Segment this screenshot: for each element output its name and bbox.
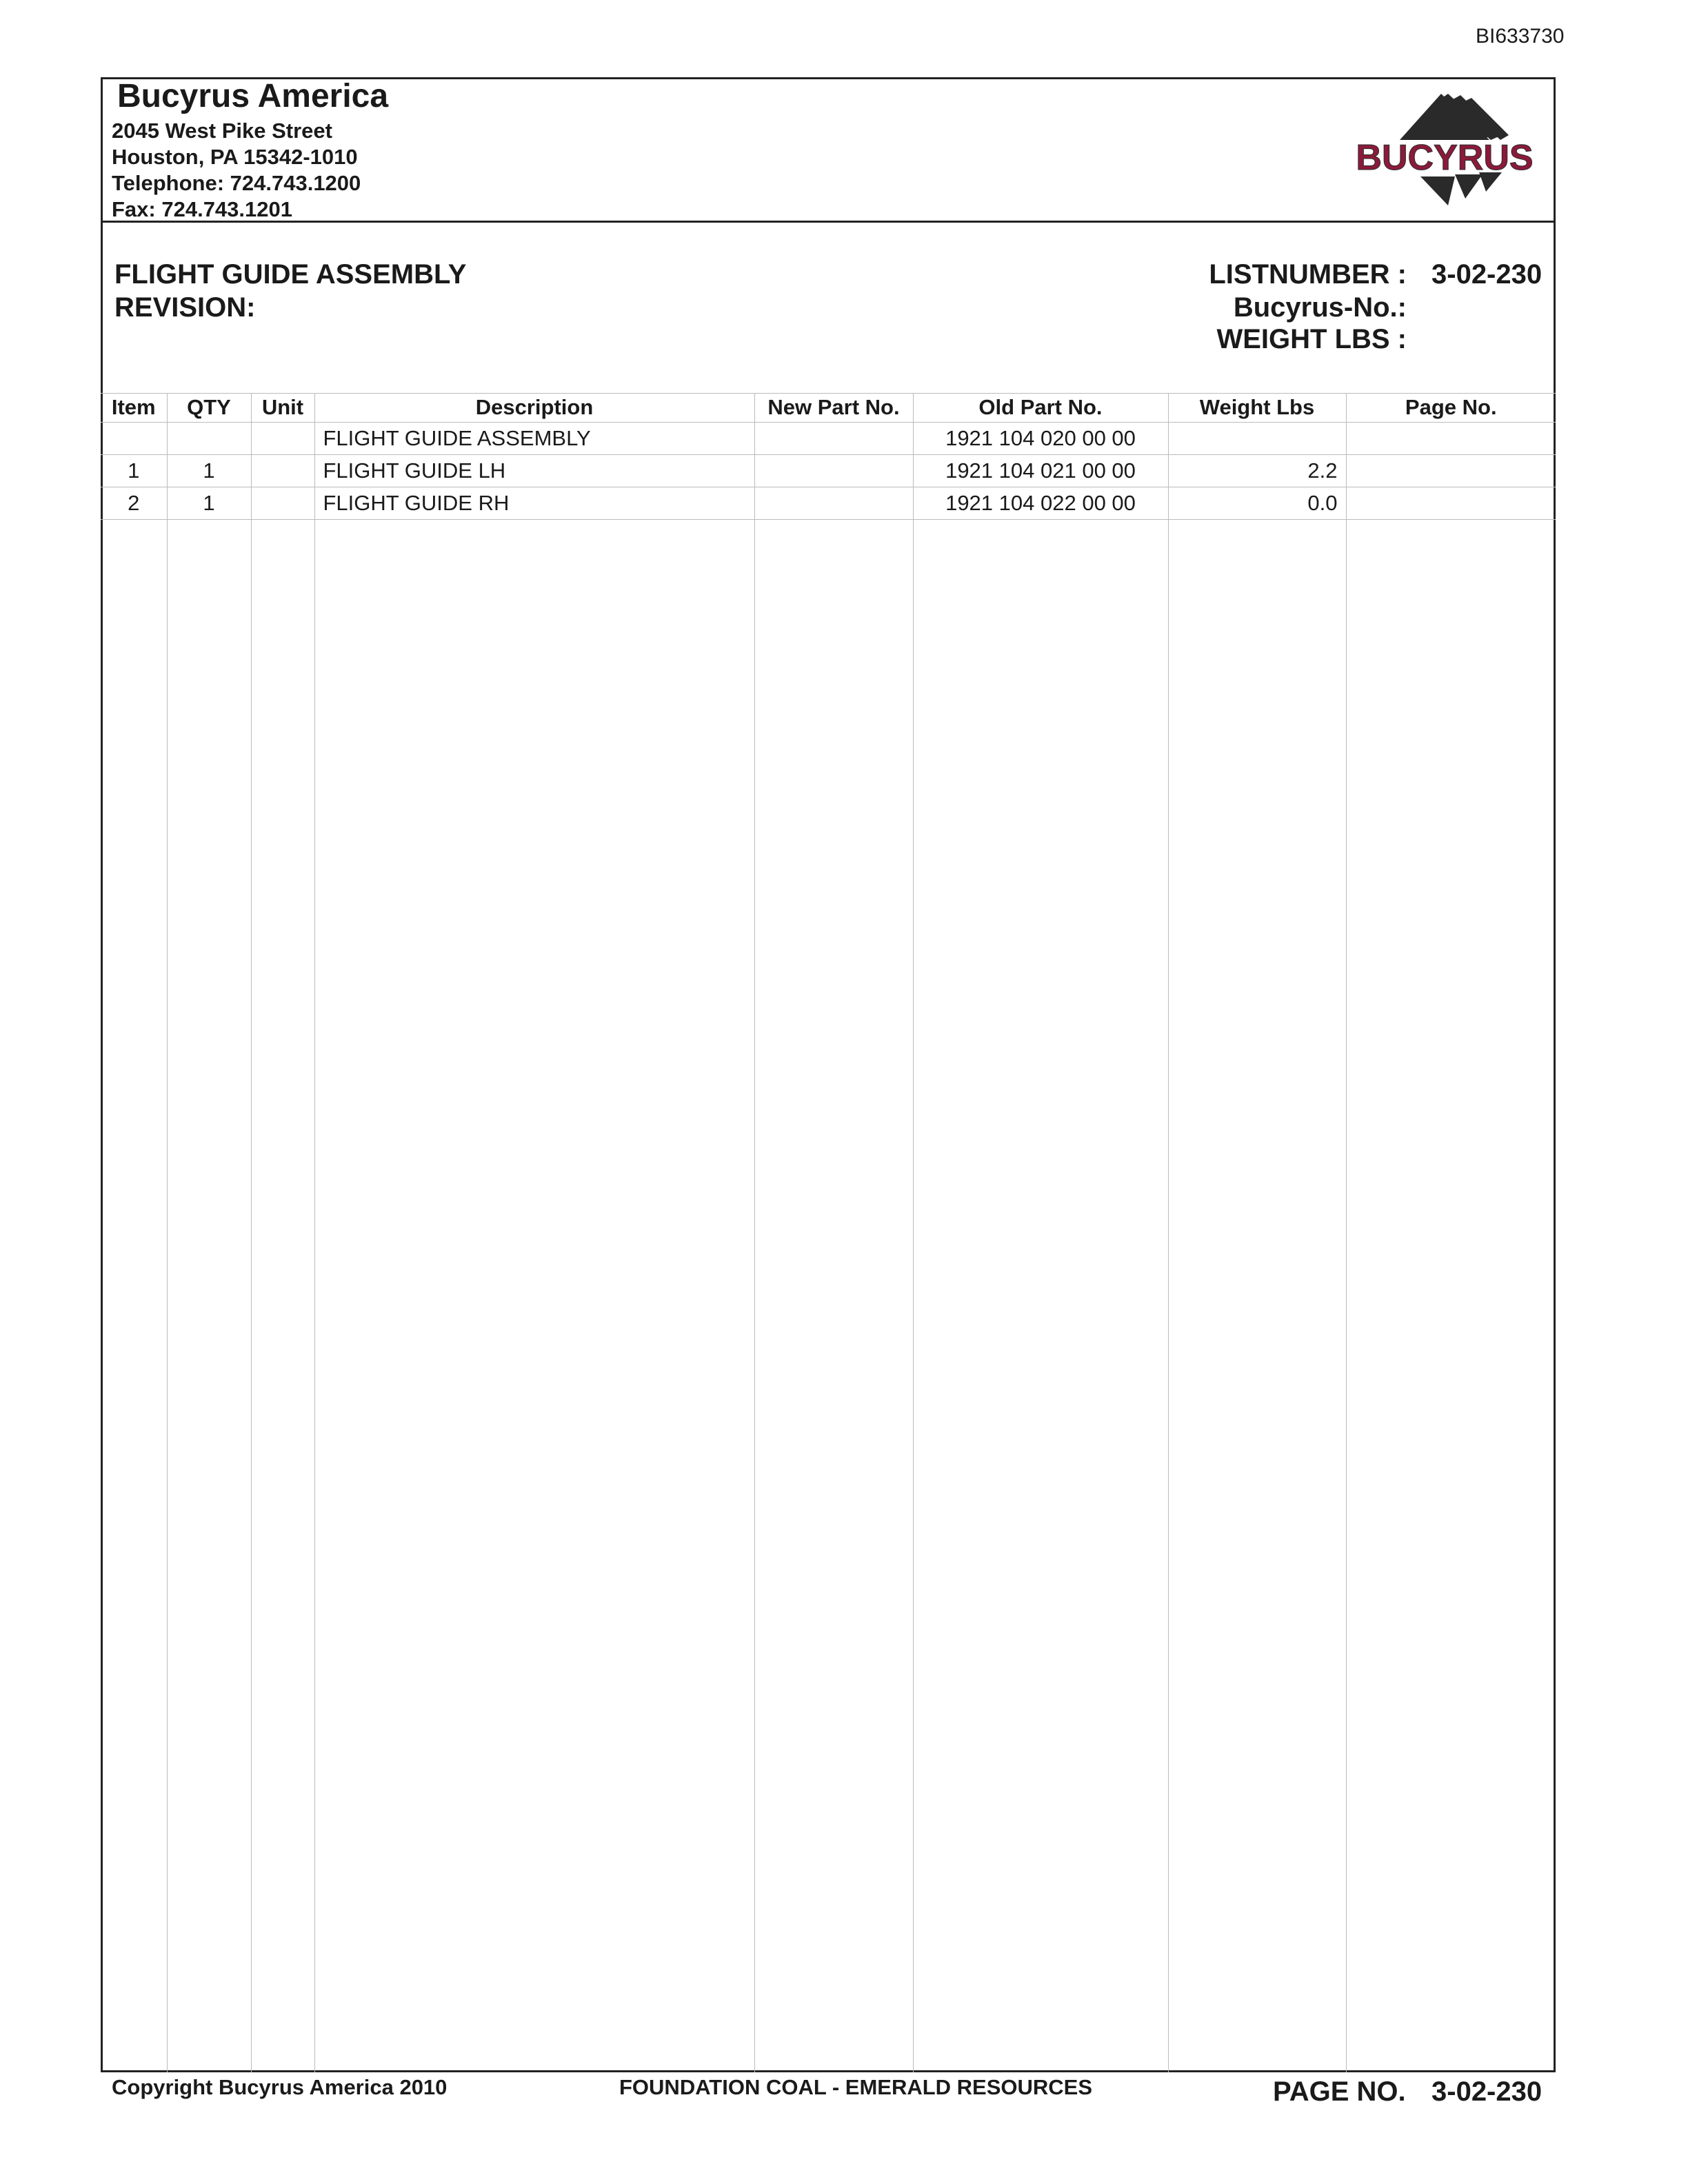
- cell-qty: 1: [167, 487, 251, 520]
- cell-page-no: [1346, 423, 1556, 455]
- copyright-text: Copyright Bucyrus America 2010: [112, 2075, 448, 2099]
- cell-weight: 0.0: [1168, 487, 1346, 520]
- company-name: Bucyrus America: [117, 78, 389, 114]
- listnumber-value: 3-02-230: [1431, 259, 1543, 290]
- customer-name: FOUNDATION COAL - EMERALD RESOURCES: [619, 2075, 1093, 2099]
- cell-unit: [251, 423, 314, 455]
- col-header-qty: QTY: [167, 393, 251, 423]
- column-rule: [1168, 393, 1169, 2072]
- document-id: BI633730: [1476, 25, 1565, 48]
- company-address-line1: 2045 West Pike Street: [112, 119, 332, 143]
- company-fax: Fax: 724.743.1201: [112, 197, 292, 221]
- column-rule: [1346, 393, 1347, 2072]
- weight-label: WEIGHT LBS :: [1216, 324, 1407, 354]
- cell-old-part-no: 1921 104 022 00 00: [913, 487, 1168, 520]
- cell-unit: [251, 487, 314, 520]
- col-header-unit: Unit: [251, 393, 314, 423]
- column-rule: [754, 393, 755, 2072]
- cell-weight: 2.2: [1168, 455, 1346, 487]
- cell-new-part-no: [754, 423, 913, 455]
- page-frame: [101, 77, 1556, 2072]
- logo-text: BUCYRUS: [1356, 138, 1534, 178]
- cell-old-part-no: 1921 104 020 00 00: [913, 423, 1168, 455]
- cell-description: FLIGHT GUIDE RH: [314, 487, 754, 520]
- cell-page-no: [1346, 455, 1556, 487]
- cell-old-part-no: 1921 104 021 00 00: [913, 455, 1168, 487]
- col-header-weight: Weight Lbs: [1168, 393, 1346, 423]
- bucyrus-logo: [1345, 88, 1545, 212]
- cell-item: [101, 423, 167, 455]
- cell-page-no: [1346, 487, 1556, 520]
- parts-table: [101, 393, 1556, 520]
- table-row: [101, 487, 1556, 520]
- col-header-item: Item: [101, 393, 167, 423]
- column-rule: [913, 393, 914, 2072]
- cell-qty: [167, 423, 251, 455]
- cell-qty: 1: [167, 455, 251, 487]
- col-header-new-part-no: New Part No.: [754, 393, 913, 423]
- cell-weight: [1168, 423, 1346, 455]
- cell-new-part-no: [754, 455, 913, 487]
- column-rule: [167, 393, 168, 2072]
- listnumber-label: LISTNUMBER :: [1209, 259, 1407, 290]
- table-header-row: [101, 393, 1556, 423]
- company-telephone: Telephone: 724.743.1200: [112, 171, 361, 195]
- cell-description: FLIGHT GUIDE LH: [314, 455, 754, 487]
- assembly-title: FLIGHT GUIDE ASSEMBLY: [114, 259, 467, 290]
- column-rule: [251, 393, 252, 2072]
- col-header-description: Description: [314, 393, 754, 423]
- cell-description: FLIGHT GUIDE ASSEMBLY: [314, 423, 754, 455]
- col-header-old-part-no: Old Part No.: [913, 393, 1168, 423]
- page-number-label: PAGE NO.: [1273, 2076, 1406, 2107]
- table-row: [101, 455, 1556, 487]
- table-row: [101, 423, 1556, 455]
- company-address-line2: Houston, PA 15342-1010: [112, 145, 358, 169]
- cell-item: 2: [101, 487, 167, 520]
- cell-item: 1: [101, 455, 167, 487]
- page-number-value: 3-02-230: [1431, 2076, 1543, 2107]
- bucyrus-no-label: Bucyrus-No.:: [1233, 292, 1407, 323]
- cell-unit: [251, 455, 314, 487]
- header-divider: [101, 221, 1556, 223]
- column-rule: [314, 393, 315, 2072]
- col-header-page-no: Page No.: [1346, 393, 1556, 423]
- cell-new-part-no: [754, 487, 913, 520]
- revision-label: REVISION:: [114, 292, 256, 323]
